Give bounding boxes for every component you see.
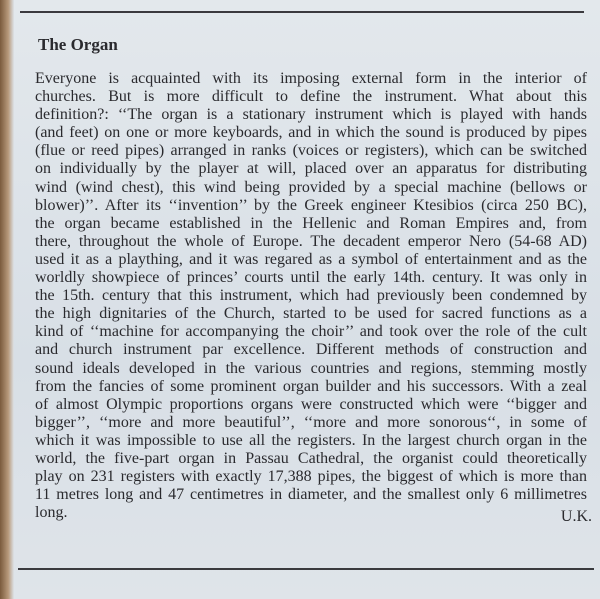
- text-line: used it as a plaything, and it was regared as a symbol of entertainment and as the: [35, 250, 587, 268]
- text-line: bigger’’, ‘‘more and more beautiful’’, ‘‘more and more sonorous‘‘, in some of: [35, 413, 587, 431]
- text-line: wind (wind chest), this wind being provided by a special machine (bellows or: [35, 178, 587, 196]
- text-line: sound ideals developed in the various countries and regions, stemming mostly: [35, 359, 587, 377]
- text-line: there, throughout the whole of Europe. The decadent emperor Nero (54-68 AD): [35, 232, 587, 250]
- text-line: world, the five-part organ in Passau Cathedral, the organist could theoretically: [35, 449, 587, 467]
- text-line: kind of ‘‘machine for accompanying the choir’’ and took over the role of the cult: [35, 323, 587, 341]
- top-rule: [20, 11, 584, 13]
- article-title: The Organ: [38, 35, 118, 54]
- text-line: (and feet) on one or more keyboards, and in which the sound is produced by pipes: [35, 124, 587, 142]
- text-line: Everyone is acquainted with its imposing external form in the interior of: [35, 70, 587, 87]
- text-line: (flue or reed pipes) arranged in ranks (voices or registers), which can be switched: [35, 142, 587, 160]
- text-line: from the fancies of some prominent organ builder and his successors. With a zeal: [35, 377, 587, 395]
- text-line: the 15th. century that this instrument, which had previously been condemned by: [35, 287, 587, 305]
- book-spine-edge: [0, 0, 14, 599]
- text-line: on individually by the player at will, placed over an apparatus for distributing: [35, 160, 587, 178]
- text-line: which it was impossible to use all the registers. In the largest church organ in the: [35, 431, 587, 449]
- bottom-rule: [18, 568, 594, 570]
- text-line: definition?: ‘‘The organ is a stationary instrument which is played with hands: [35, 106, 587, 124]
- text-line: churches. But is more difficult to define the instrument. What about this: [35, 88, 587, 106]
- article-body: [35, 70, 587, 522]
- text-line: of almost Olympic proportions organs were constructed which were ‘‘bigger and: [35, 395, 587, 413]
- author-initials: U.K.: [560, 508, 592, 525]
- text-line: worldly showpiece of princes’ courts until the early 14th. century. It was only in: [35, 269, 587, 287]
- text-line: 11 metres long and 47 centimetres in diameter, and the smallest only 6 millimetres: [35, 486, 587, 504]
- text-line: play on 231 registers with exactly 17,388 pipes, the biggest of which is more than: [35, 468, 587, 486]
- text-line: and church instrument par excellence. Different methods of construction and: [35, 341, 587, 359]
- text-line: the high dignitaries of the Church, started to be used for sacred functions as a: [35, 305, 587, 323]
- text-line: blower)’’. After its ‘‘invention’’ by the Greek engineer Ktesibios (circa 250 BC),: [35, 196, 587, 214]
- text-line: the organ became established in the Hellenic and Roman Empires and, from: [35, 214, 587, 232]
- text-line: long.: [35, 504, 68, 522]
